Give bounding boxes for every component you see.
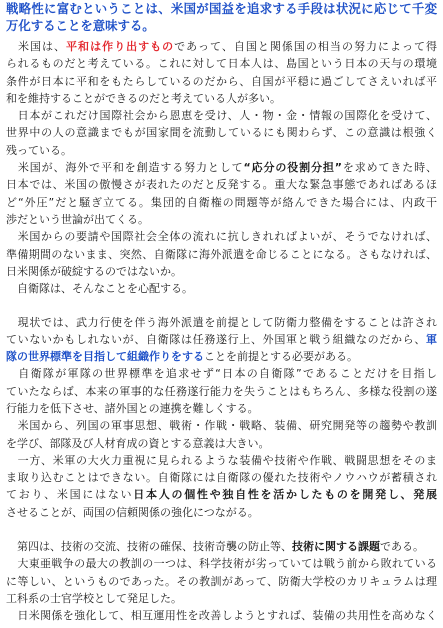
text-line <box>6 331 437 348</box>
paragraph <box>6 607 437 624</box>
emphasis-blue-text: 隊の世界標準を目指して組織作りをする <box>6 350 204 364</box>
section <box>6 314 437 522</box>
body-text: 米国が、海外で平和を創造する努力として <box>6 161 244 175</box>
paragraph <box>6 555 437 607</box>
text-line: 残っている。 <box>6 143 72 157</box>
text-line: 行能力を低下させ、諸外国との連携を難しくする。 <box>6 401 259 415</box>
emphasis-bold-text: 日本人の個性や独自性を活かしたものを開発し、発展 <box>133 488 437 502</box>
paragraph <box>6 228 437 280</box>
section <box>6 38 437 297</box>
body-text: であって、自国と関係国の相当の努力によって得 <box>174 40 437 53</box>
emphasis-red-text: 平和は作り出すもの <box>66 40 175 53</box>
text-line <box>6 538 437 555</box>
heading <box>6 0 437 34</box>
text-line: 日米関係が破綻するのではないか。 <box>6 264 182 278</box>
text-line: 工科系の士官学校として発足した。 <box>6 591 182 605</box>
text-line <box>6 486 437 503</box>
paragraph <box>6 452 437 521</box>
body-text: ことを前提とする必要がある。 <box>204 350 358 364</box>
body-text: 第四は、技術の交流、技術の確保、技術奇襲の防止等、 <box>6 540 292 553</box>
paragraph <box>6 365 437 417</box>
paragraph <box>6 280 437 297</box>
text-line: ていたならば、本来の軍事的な任務遂行能力を失うことはもちろん、多様な役割の遂 <box>6 384 437 398</box>
text-line: 渉だという世論が出てくる。 <box>6 212 149 226</box>
text-line: 世界中の人の意識までもが国家間を流動しているにも関わらず、この意識は根強く <box>6 126 437 140</box>
section <box>6 538 437 624</box>
paragraph <box>6 538 437 555</box>
text-line <box>6 38 437 55</box>
paragraph <box>6 159 437 228</box>
text-line <box>6 348 437 365</box>
text-line: 現状では、武力行使を伴う海外派遣を前提として防衛力整備をすることは許され <box>6 315 437 329</box>
text-line: 自衛隊が軍隊の世界標準を追求せず“日本の自衛隊”であることだけを目指し <box>6 367 437 381</box>
text-line: 一方、米軍の大火力重視に見られるような装備や技術や作戦、戦闘思想をそのま <box>6 453 437 467</box>
paragraph <box>6 107 437 159</box>
text-line: 日本がこれだけ国際社会から恩恵を受け、人・物・金・情報の国際化を受けて、 <box>6 109 437 123</box>
text-line: 米国からの要請や国際社会全体の流れに抗しきれればよいが、そうでなければ、 <box>6 230 437 244</box>
text-line: 和を維持することができるのだと考えている人が多い。 <box>6 91 281 105</box>
text-line: ど“外圧”だと騒ぎ立てる。集団的自衛権の問題等が絡んできた場合には、内政干 <box>6 195 437 209</box>
heading-line: 戦略性に富むということは、米国が国益を追求する手段は状況に応じて千変 <box>6 1 437 16</box>
text-line: 自衛隊は、そんなことを心配する。 <box>6 282 193 296</box>
body-text: ていないかもしれないが、自衛隊は任務遂行上、外国軍と戦う組織なのだから、 <box>6 332 426 346</box>
text-line <box>6 159 437 176</box>
text-line: 米国から、列国の軍事思想、戦術・作戦・戦略、装備、研究開発等の趨勢や教訓 <box>6 419 437 433</box>
body-text: である。 <box>380 540 424 553</box>
text-line: を学び、部隊及び人材育成の資とする意義は大きい。 <box>6 436 270 450</box>
emphasis-blue-text: 軍 <box>426 332 437 346</box>
text-line: に等しい、というものであった。その教訓があって、防衛大学校のカリキュラムは理 <box>6 574 437 588</box>
body-text: 米国は、 <box>6 40 67 53</box>
text-line: られるものだと考えている。これに対して日本人は、島国という日本の天与の環境 <box>6 57 437 71</box>
body-text: を求めてきた時、 <box>341 161 437 175</box>
text-line: させることが、両国の信頼関係の強化につながる。 <box>6 505 259 519</box>
text-line: 日米関係を強化して、相互運用性を改善しようとすれば、装備の共用性を高めなく <box>6 609 437 623</box>
text-line: 大東亜戦争の最大の教訓の一つは、科学技術が劣っていては戦う前から敗れている <box>6 557 437 571</box>
text-line: ま取り込むことはできない。自衛隊には自衛隊の優れた技術やノウハウが蓄積され <box>6 471 437 485</box>
text-line: 日本では、米国の傲慢さが表れたのだと反発する。重大な緊急事態であればあるほ <box>6 178 437 192</box>
paragraph <box>6 314 437 366</box>
paragraph <box>6 38 437 107</box>
emphasis-bold-text: 技術に関する課題 <box>292 540 380 553</box>
text-line: 条件が日本に平和をもたらしているのだから、自国が平穏に過ごしてさえいれば平 <box>6 74 437 88</box>
text-line: 準備期間のないまま、突然、自衛隊に海外派遣を命じることになる。さもなければ、 <box>6 247 437 261</box>
paragraph <box>6 417 437 452</box>
emphasis-bold-text: “応分の役割分担” <box>243 161 342 175</box>
heading-line: 万化することを意味する。 <box>6 18 155 33</box>
body-text: ており、米国にはない <box>6 488 134 502</box>
